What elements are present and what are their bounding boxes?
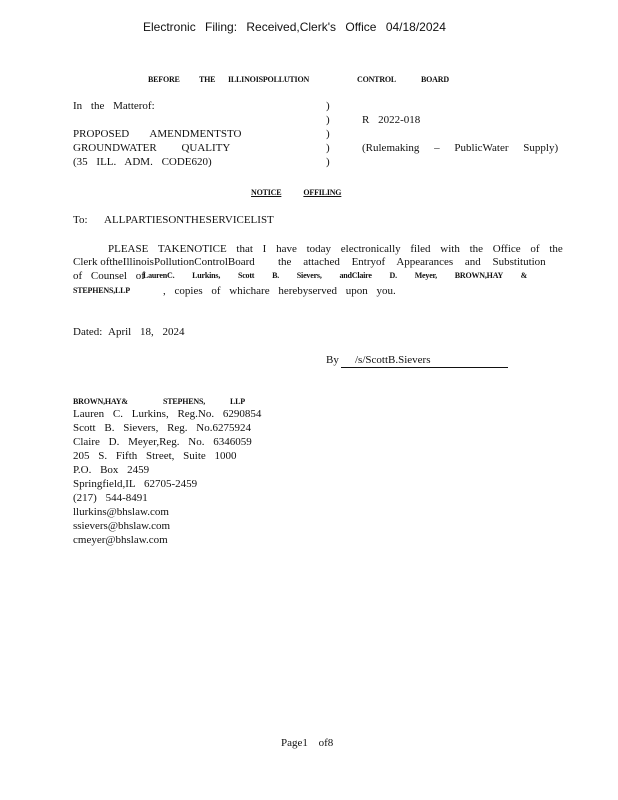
firm-name-b: STEPHENS,	[163, 397, 205, 406]
notice-paragraph-line2a: Clerk oftheIllinoisPollutionControlBoard	[73, 256, 255, 268]
firm-line-sievers: Scott B. Sievers, Reg. No.6275924	[73, 422, 251, 434]
firm-line-pobox: P.O. Box 2459	[73, 464, 150, 476]
caption-paren: )	[326, 128, 330, 140]
to-value: ALLPARTIESONTHESERVICELIST	[104, 214, 274, 226]
caption-paren: )	[326, 156, 330, 168]
firm-line-street: 205 S. Fifth Street, Suite 1000	[73, 450, 237, 462]
caption-code: (35 ILL. ADM. CODE620)	[73, 156, 212, 168]
notice-paragraph-line2b: the attached Entryof Appearances and Substitution	[278, 256, 546, 268]
signature-by: By	[326, 354, 339, 366]
caption-paren: )	[326, 142, 330, 154]
notice-title-gap	[281, 188, 303, 197]
board-title-board: BOARD	[421, 75, 449, 84]
firm-line-email-lurkins: llurkins@bhslaw.com	[73, 506, 169, 518]
to-label: To:	[73, 214, 88, 226]
board-title-before: BEFORE	[148, 75, 180, 84]
notice-paragraph-counsel-names: LaurenC. Lurkins, Scott B. Sievers, andClaire D. Meyer, BROWN,HAY &	[143, 271, 528, 280]
notice-paragraph-line3a: of Counsel of	[73, 270, 145, 282]
board-title-illinois-pollution: ILLINOISPOLLUTION	[228, 75, 310, 84]
firm-line-meyer: Claire D. Meyer,Reg. No. 6346059	[73, 436, 252, 448]
notice-title-word-notice: NOTICE	[251, 188, 282, 197]
notice-paragraph-line4b: , copies of whichare herebyserved upon you.	[163, 285, 396, 297]
caption-paren: )	[326, 114, 330, 126]
caption-groundwater-quality: GROUNDWATER QUALITY	[73, 142, 231, 154]
caption-in-the-matter: In the Matterof:	[73, 100, 155, 112]
notice-paragraph-firm: STEPHENS,LLP	[73, 286, 130, 295]
firm-line-city: Springfield,IL 62705-2459	[73, 478, 198, 490]
caption-rulemaking: (Rulemaking – PublicWater Supply)	[362, 142, 559, 154]
caption-proposed-amendments: PROPOSED AMENDMENTSTO	[73, 128, 242, 140]
caption-paren: )	[326, 100, 330, 112]
firm-line-email-sievers: ssievers@bhslaw.com	[73, 520, 171, 532]
firm-line-phone: (217) 544-8491	[73, 492, 148, 504]
firm-name-a: BROWN,HAY&	[73, 397, 128, 406]
notice-title-word-offiling: OFFILING	[303, 188, 342, 197]
signature-line	[341, 354, 508, 368]
electronic-filing-header: Electronic Filing: Received,Clerk's Office 04/18/2024	[143, 20, 446, 34]
dated-value: April 18, 2024	[108, 326, 185, 338]
board-title-the: THE	[199, 75, 216, 84]
dated-label: Dated:	[73, 326, 103, 338]
board-title-control: CONTROL	[357, 75, 397, 84]
firm-name-c: LLP	[230, 397, 245, 406]
notice-paragraph-line1: PLEASE TAKENOTICE that I have today electronically filed with the Office of the	[108, 243, 563, 255]
page-number: Page1 of8	[281, 737, 334, 749]
firm-line-email-meyer: cmeyer@bhslaw.com	[73, 534, 168, 546]
signature-value: /s/ScottB.Sievers	[355, 354, 431, 366]
firm-line-lurkins: Lauren C. Lurkins, Reg.No. 6290854	[73, 408, 262, 420]
caption-docket-number: R 2022-018	[362, 114, 421, 126]
notice-title-notice	[251, 188, 371, 197]
